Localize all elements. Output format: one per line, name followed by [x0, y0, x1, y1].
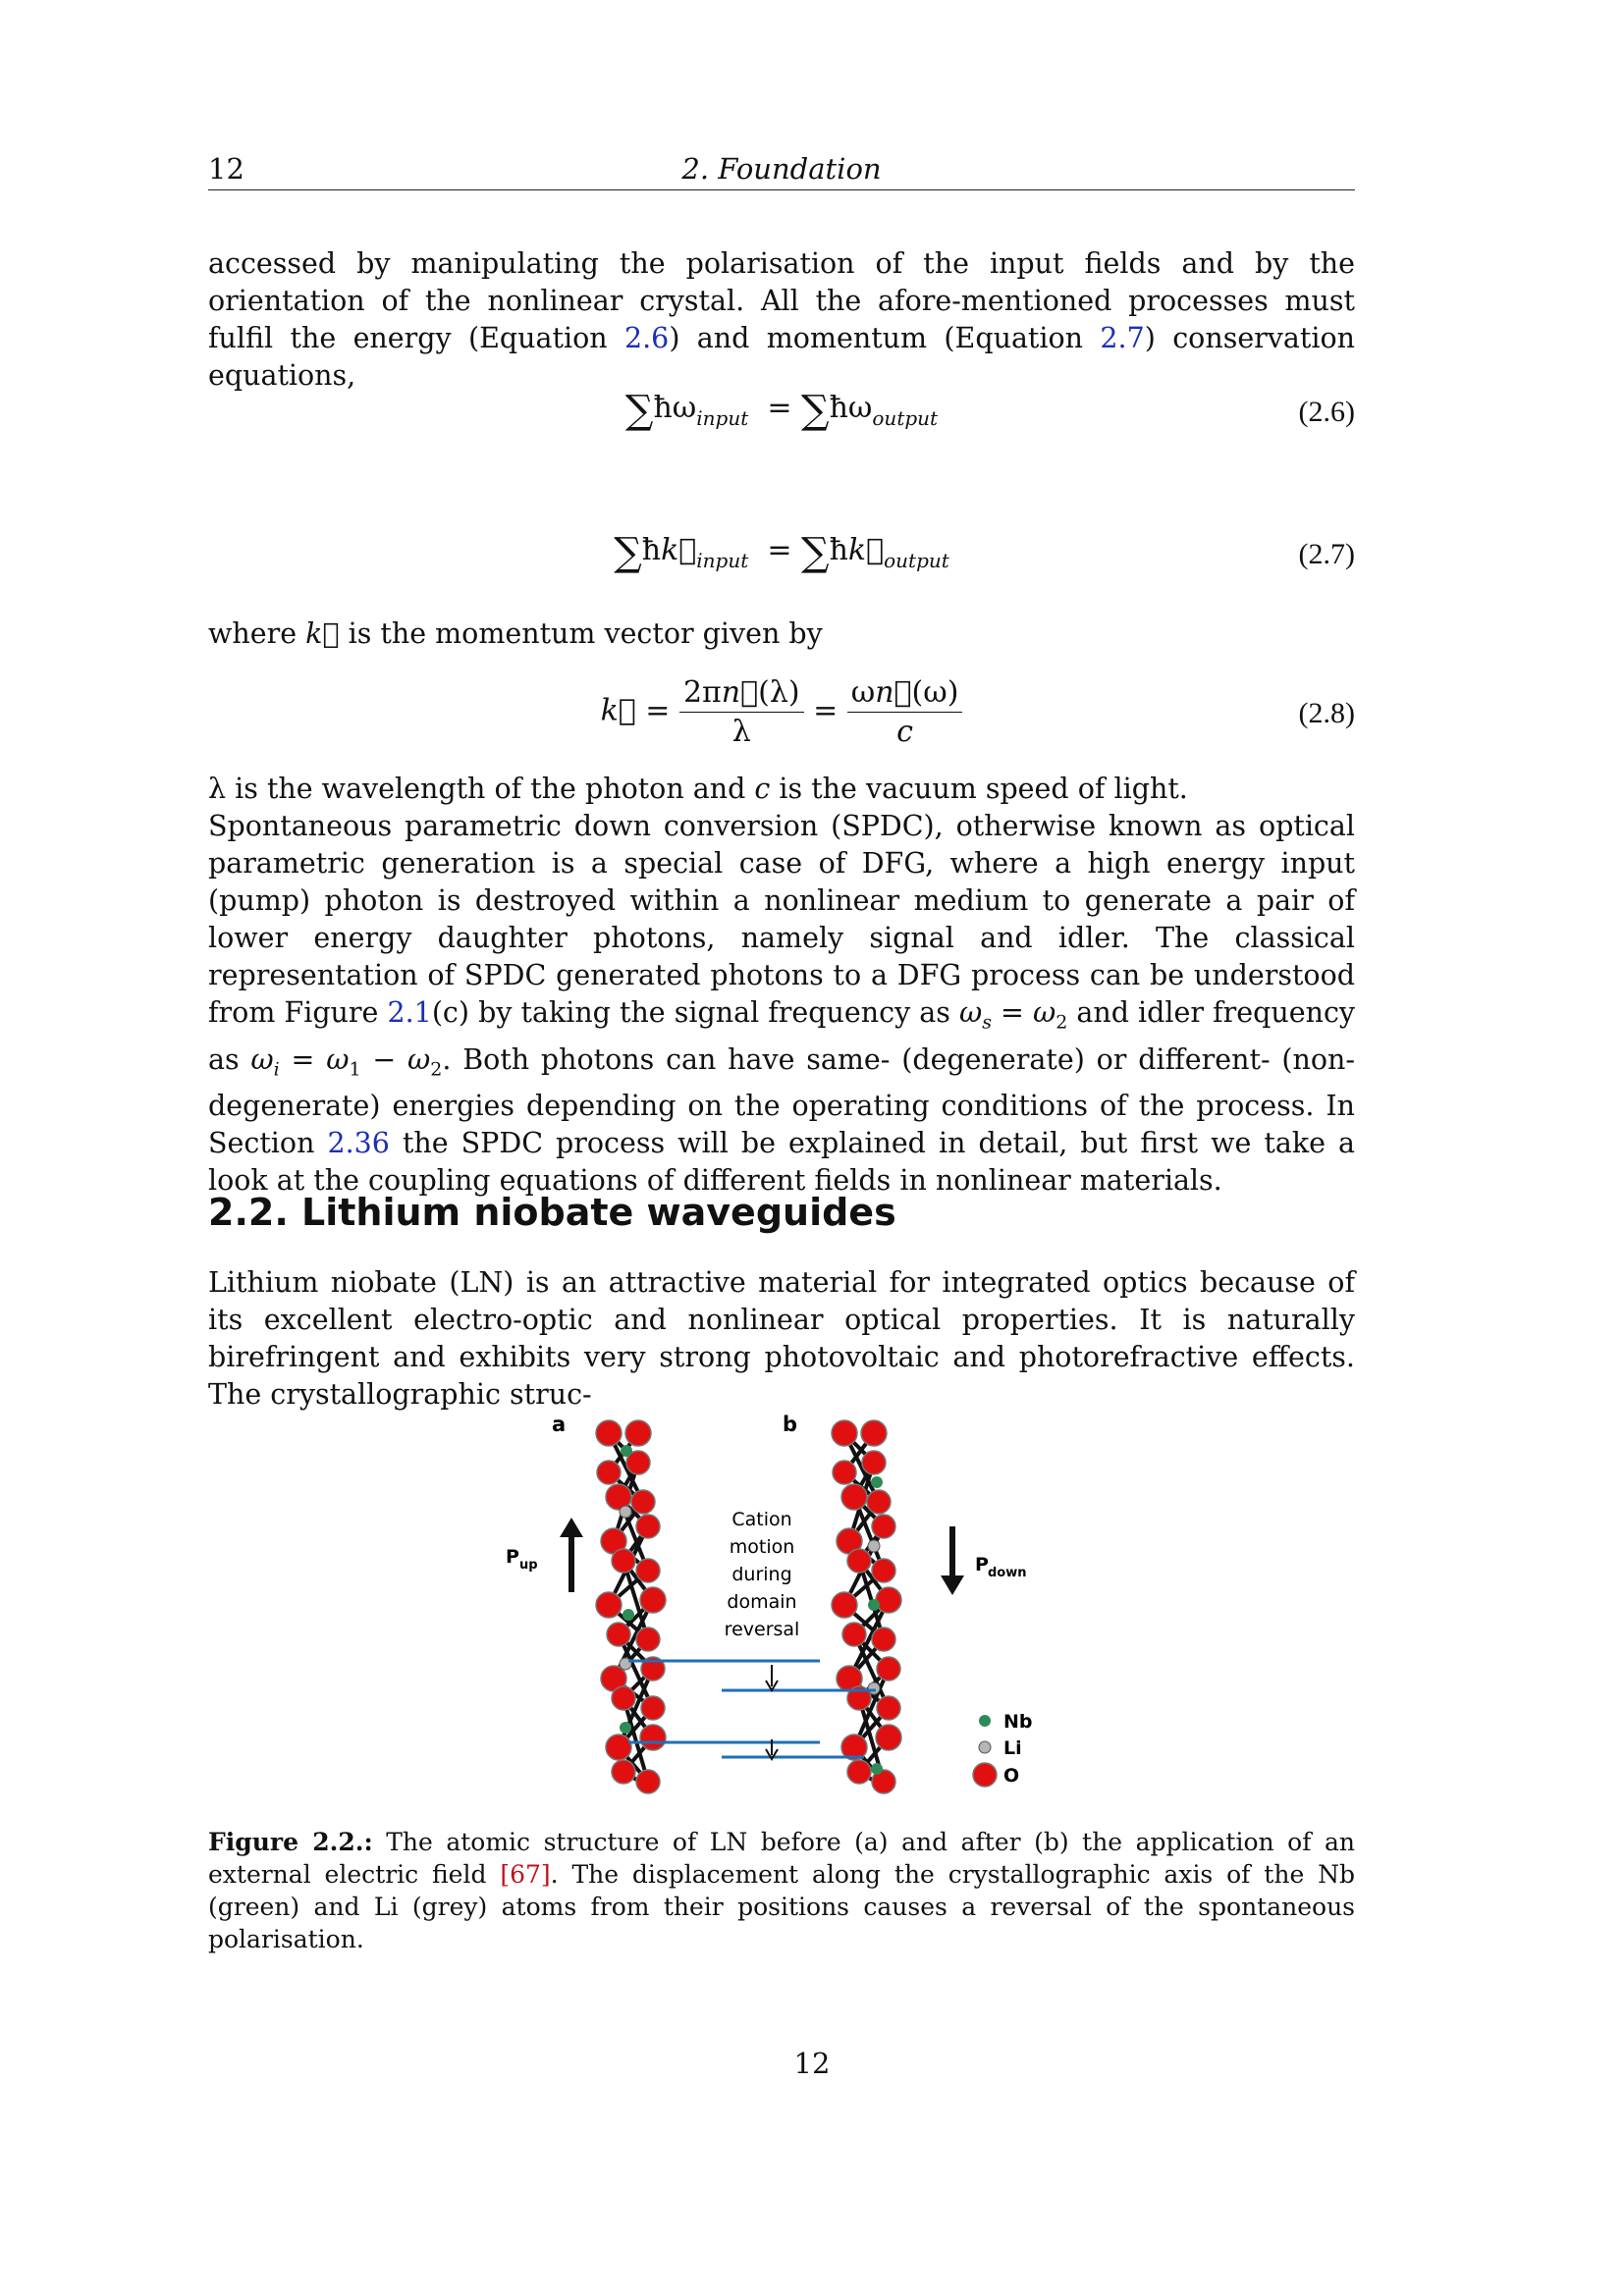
equation-2-7 — [208, 530, 1355, 609]
paragraph-momentum-vector: where k⃗ is the momentum vector given by — [208, 617, 823, 650]
p-up-label: P — [506, 1546, 519, 1568]
citation-link[interactable]: [67] — [500, 1860, 551, 1889]
equation-2-8 — [208, 675, 1355, 774]
text: the SPDC process will be explained in detail, but first we take a look at the coupling equations of different fields in nonlinear materials. — [208, 1127, 1355, 1198]
footer-page-number: 12 — [793, 2047, 831, 2080]
text: where — [208, 617, 306, 650]
legend-li: Li — [1003, 1737, 1022, 1759]
center-text-line: Cation — [731, 1509, 792, 1530]
p-down-subscript: down — [988, 1566, 1027, 1580]
text: accessed by manipulating the polarisation of the input fields and by the orientation of the nonlinear crystal. All the afore-mentioned processes must fulfil the energy (Equation — [208, 247, 1355, 354]
cation-motion-text — [725, 1509, 800, 1640]
equation-2-7-body: $\sum ħk⃗_{input}$ = $\sum ħk⃗_{output}$ — [614, 530, 949, 575]
text: ) conservation equations, — [208, 322, 1355, 392]
text: (c) by taking the signal frequency as — [431, 996, 959, 1029]
subscript-input: input — [696, 549, 749, 572]
legend-o: O — [1003, 1765, 1020, 1787]
equation-link-2-6[interactable]: 2.6 — [623, 322, 670, 354]
paragraph-conservation-intro — [208, 245, 1355, 395]
legend — [973, 1711, 1033, 1787]
legend-nb-marker — [979, 1715, 991, 1727]
text: The atomic structure of LN before (a) and after (b) the application of an external electric field — [208, 1828, 1356, 1889]
equation-link-2-7[interactable]: 2.7 — [1100, 322, 1145, 354]
equation-2-6 — [208, 388, 1355, 466]
center-text-line: motion — [729, 1536, 795, 1558]
spdc-body: Spontaneous parametric down conversion (SPDC), otherwise known as optical parametric generation is a special case of DFG, where a high energy input (pump) photon is destroyed within a nonlinear medium to generate a pair of lower energy daughter photons, namely signal and idler. The classical representation of SPDC generated photons to a DFG process can be understood from Figure 2.1(c) by taking the signal frequency as $\omega_s = \omega_2$ and idler frequency as $\omega_i = \omega_1 - \omega_2$. Both photons can have same- (degenerate) or different- (non-degenerate) energies depending on the operating conditions of the process. In Section 2.36 the SPDC process will be explained in detail, but first we take a look at the coupling equations of different fields in nonlinear materials. — [208, 810, 1356, 1198]
paragraph-lithium-niobate: Lithium niobate (LN) is an attractive material for integrated optics because of its excellent electro-optic and nonlinear optical properties. It is naturally birefringent and exhibits very strong photovoltaic and photorefractive effects. The crystallographic struc- — [208, 1266, 1355, 1411]
figure-link-2-1[interactable]: 2.1 — [387, 996, 432, 1029]
equation-number: (2.7) — [1298, 538, 1355, 570]
polarization-down — [941, 1526, 1027, 1595]
section-link-2-36[interactable]: 2.36 — [327, 1127, 390, 1160]
text: and idler frequency as — [208, 996, 1356, 1076]
text: is the vacuum speed of light. — [770, 773, 1188, 805]
equation-number: (2.6) — [1298, 396, 1355, 428]
text: Spontaneous parametric down conversion (SPDC), otherwise known as optical parametric generation is a special case of DFG, where a high energy input (pump) photon is destroyed within a nonlinear medium to generate a pair of lower energy daughter photons, namely signal and idler. The classical representation of SPDC generated photons to a DFG process can be understood from Figure — [208, 810, 1355, 1029]
subscript-input: input — [696, 406, 749, 430]
header-page-number: 12 — [208, 152, 244, 186]
section-heading: 2.2. Lithium niobate waveguides — [208, 1191, 896, 1234]
paragraph-spdc — [208, 771, 1355, 1200]
figure-caption — [208, 1826, 1355, 1955]
cation-motion-arrows — [766, 1665, 778, 1759]
equation-number: (2.8) — [1298, 697, 1355, 729]
polarization-up — [506, 1518, 583, 1592]
text: ) and momentum (Equation — [669, 322, 1101, 354]
subscript-output: output — [872, 406, 939, 430]
center-text-line: reversal — [724, 1619, 800, 1640]
line-wavelength: λ is the wavelength of the photon and c is the vacuum speed of light. — [208, 773, 1188, 805]
center-text-line: domain — [727, 1591, 797, 1613]
text: . Both photons can have same- (degenerate) or different- (non-degenerate) energies depending on the operating conditions of the process. In Section — [208, 1042, 1356, 1160]
legend-o-marker — [973, 1763, 997, 1787]
figure-ln-structure — [491, 1404, 1080, 1816]
equation-2-8-body: k⃗ = $\frac{2\pi n⃗(\lambda)}{\lambda}$ = $\frac{\omega n⃗(\omega)}{c}$ — [208, 675, 1355, 749]
p-down-label: P — [975, 1554, 989, 1575]
legend-nb: Nb — [1003, 1711, 1033, 1733]
equation-2-6-body: $\sum ħ\omega_{input}$ = $\sum ħ\omega_{output}$ — [624, 388, 939, 433]
text: is the wavelength of the photon and — [226, 773, 755, 805]
center-text-line: during — [731, 1564, 792, 1585]
figure-svg — [491, 1404, 1080, 1816]
text: . The displacement along the crystallographic axis of the Nb (green) and Li (grey) atoms from their positions causes a reversal of the spontaneous polarisation. — [208, 1860, 1355, 1953]
label-b: b — [783, 1413, 798, 1436]
running-header — [208, 150, 1355, 190]
text: is the momentum vector given by — [339, 617, 823, 650]
label-a: a — [552, 1413, 567, 1436]
header-chapter-title: 2. Foundation — [681, 152, 882, 186]
caption-label: Figure 2.2.: — [208, 1828, 373, 1856]
legend-li-marker — [979, 1741, 991, 1753]
subscript-output: output — [884, 549, 949, 572]
p-up-subscript: up — [519, 1558, 538, 1573]
